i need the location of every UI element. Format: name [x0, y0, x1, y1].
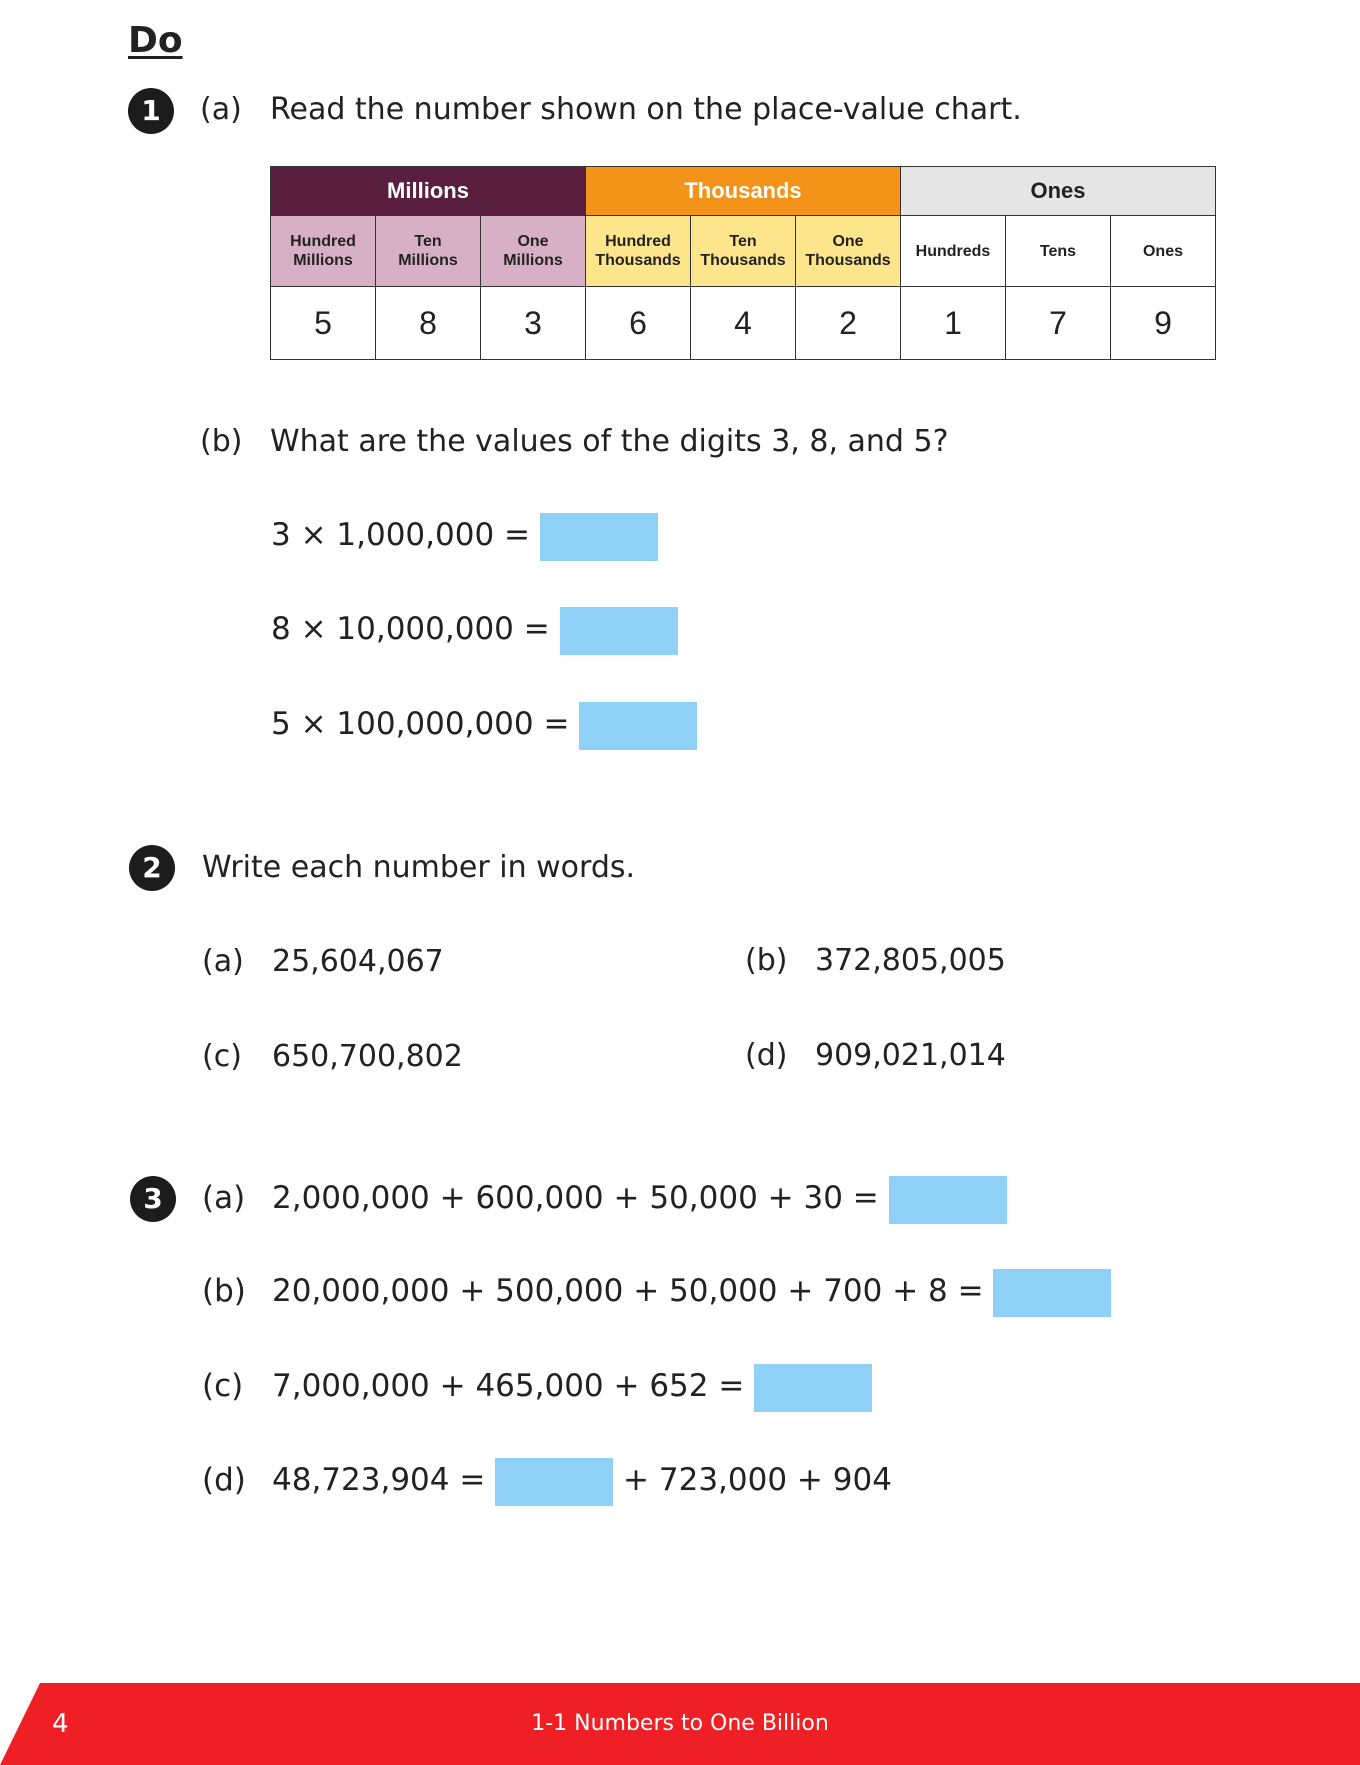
- digit-cell: 7: [1006, 287, 1111, 360]
- column-header-ones: Ones: [1111, 216, 1216, 287]
- digit-cell: 4: [691, 287, 796, 360]
- digit-cell: 5: [271, 287, 376, 360]
- item-value: 650,700,802: [272, 1039, 463, 1074]
- column-header-ten-millions: Ten Millions: [376, 216, 481, 287]
- column-header-ten-thousands: Ten Thousands: [691, 216, 796, 287]
- q2-item-d: [745, 1038, 1006, 1074]
- q1-part-b-label: (b): [200, 424, 243, 459]
- q1b-equation-2: [271, 605, 678, 655]
- item-label: (a): [202, 1180, 246, 1216]
- answer-box[interactable]: [560, 607, 678, 655]
- digit-cell: 1: [901, 287, 1006, 360]
- equation-text: 7,000,000 + 465,000 + 652 =: [272, 1368, 745, 1404]
- digit-cell: 8: [376, 287, 481, 360]
- column-header-one-thousands: One Thousands: [796, 216, 901, 287]
- column-header-hundreds: Hundreds: [901, 216, 1006, 287]
- equation-text: 5 × 100,000,000 =: [271, 706, 570, 742]
- footer-bar: [0, 1683, 1360, 1765]
- q2-item-a: [202, 944, 444, 980]
- equation-text-after: + 723,000 + 904: [623, 1462, 892, 1498]
- q1-part-a-label: (a): [200, 92, 242, 127]
- group-header-thousands: Thousands: [586, 167, 901, 216]
- digit-cell: 3: [481, 287, 586, 360]
- group-header-ones: Ones: [901, 167, 1216, 216]
- equation-text: 8 × 10,000,000 =: [271, 611, 550, 647]
- question-number-2: 2: [129, 845, 175, 891]
- equation-text: 3 × 1,000,000 =: [271, 517, 531, 553]
- item-label: (c): [202, 1039, 242, 1074]
- item-label: (d): [202, 1462, 246, 1498]
- column-header-hundred-millions: Hundred Millions: [271, 216, 376, 287]
- q1-part-b-text: What are the values of the digits 3, 8, and 5?: [270, 424, 949, 459]
- group-header-millions: Millions: [271, 167, 586, 216]
- answer-box[interactable]: [754, 1364, 872, 1412]
- equation-text: 2,000,000 + 600,000 + 50,000 + 30 =: [272, 1180, 879, 1216]
- item-value: 909,021,014: [815, 1038, 1006, 1073]
- q2-item-b: [745, 943, 1006, 979]
- item-label: (d): [745, 1038, 788, 1073]
- q3-item-b: [202, 1267, 1111, 1317]
- q1b-equation-1: [271, 511, 658, 561]
- q3-item-d: [202, 1456, 892, 1506]
- answer-box[interactable]: [889, 1176, 1007, 1224]
- q1-part-a-text: Read the number shown on the place-value chart.: [270, 92, 1022, 127]
- equation-text: 20,000,000 + 500,000 + 50,000 + 700 + 8 =: [272, 1273, 984, 1309]
- digit-cell: 2: [796, 287, 901, 360]
- q3-item-a: [202, 1174, 1007, 1224]
- page-number: 4: [52, 1709, 69, 1739]
- section-heading: Do: [128, 20, 183, 61]
- column-header-tens: Tens: [1006, 216, 1111, 287]
- q1-part-b: [200, 424, 949, 460]
- q1b-equation-3: [271, 700, 697, 750]
- answer-box[interactable]: [540, 513, 658, 561]
- item-label: (a): [202, 944, 244, 979]
- q2-item-c: [202, 1039, 463, 1075]
- q2-instruction: Write each number in words.: [202, 850, 636, 885]
- item-label: (b): [745, 943, 788, 978]
- q1-part-a: [200, 92, 1022, 128]
- item-label: (b): [202, 1273, 246, 1309]
- column-header-one-millions: One Millions: [481, 216, 586, 287]
- q3-item-c: [202, 1362, 872, 1412]
- answer-box[interactable]: [495, 1458, 613, 1506]
- question-number-1: 1: [128, 88, 174, 134]
- page-corner: [0, 1683, 40, 1765]
- equation-text: 48,723,904 =: [272, 1462, 486, 1498]
- column-header-hundred-thousands: Hundred Thousands: [586, 216, 691, 287]
- answer-box[interactable]: [993, 1269, 1111, 1317]
- question-number-3: 3: [130, 1176, 176, 1222]
- item-value: 372,805,005: [815, 943, 1006, 978]
- digit-cell: 6: [586, 287, 691, 360]
- item-label: (c): [202, 1368, 244, 1404]
- digit-cell: 9: [1111, 287, 1216, 360]
- answer-box[interactable]: [579, 702, 697, 750]
- place-value-chart: [270, 166, 1216, 360]
- footer-title: 1-1 Numbers to One Billion: [531, 1711, 829, 1736]
- item-value: 25,604,067: [272, 944, 444, 979]
